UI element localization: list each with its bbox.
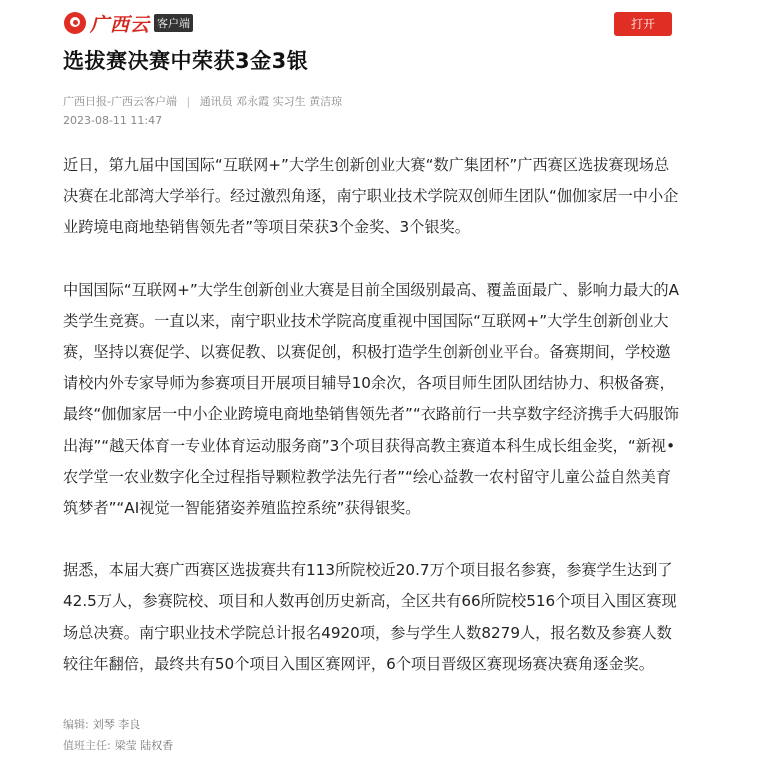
article-paragraph: 据悉，本届大赛广西赛区选拔赛共有113所院校近20.7万个项目报名参赛，参赛学生达到了42.5万人，参赛院校、项目和人数再创历史新高，全区共有66所院校516个项目入围区赛现场总决赛。南宁职业技术学院总计报名4920项，参与学生人数8279人，报名数及参赛人数较往年翻倍，最终共有50个项目入围区赛网评，6个项目晋级区赛现场赛决赛角逐金奖。 [63, 561, 677, 673]
meta-divider: | [186, 95, 191, 108]
article-date: 2023-08-11 11:47 [63, 114, 163, 127]
logo-subtitle: 客户端 [154, 14, 193, 32]
editor-names: 刘琴 李良 [92, 718, 141, 731]
logo-icon [64, 12, 86, 34]
article-title: 选拔赛决赛中荣获3金3银 [63, 49, 309, 73]
open-app-button[interactable]: 打开 [614, 12, 672, 36]
article-meta [63, 93, 342, 109]
article-body [63, 150, 683, 711]
app-logo[interactable] [64, 10, 193, 36]
chief-editor-label: 值班主任: [63, 739, 111, 752]
chief-editor-names: 梁莹 陆权香 [114, 739, 174, 752]
article-source: 广西日报-广西云客户端 [63, 95, 177, 108]
article-correspondents: 通讯员 邓永霞 实习生 黄洁琼 [199, 95, 343, 108]
article-footer [63, 714, 173, 756]
logo-name: 广西云 [90, 13, 151, 36]
article-paragraph: 中国国际“互联网+”大学生创新创业大赛是目前全国级别最高、覆盖面最广、影响力最大的A类学生竞赛。一直以来，南宁职业技术学院高度重视中国国际“互联网+”大学生创新创业大赛，坚持以赛促学、以赛促教、以赛促创，积极打造学生创新创业平台。备赛期间，学校邀请校内外专家导师为参赛项目开展项目辅导10余次，各项目师生团队团结协力、积极备赛，最终“伽伽家居一中小企业跨境电商地垫销售领先者”“衣路前行一共享数字经济携手大码服饰出海”“越天体育一专业体育运动服务商”3个项目获得高教主赛道本科生成长组金奖，“新视• 农学堂一农业数字化全过程指导颗粒教学法先行者”“绘心益教一农村留守儿童公益自然美育筑梦者”“AI视觉一智能猪姿养殖监控系统”获得银奖。 [63, 280, 679, 518]
top-bar [0, 0, 759, 46]
article-paragraph: 近日，第九届中国国际“互联网+”大学生创新创业大赛“数广集团杯”广西赛区选拔赛现场总决赛在北部湾大学举行。经过激烈角逐，南宁职业技术学院双创师生团队“伽伽家居一中小企业跨境电商地垫销售领先者”等项目荣获3个金奖、3个银奖。 [63, 156, 679, 237]
editor-label: 编辑: [63, 718, 89, 731]
editor-line [63, 714, 173, 735]
chief-editor-line [63, 735, 173, 756]
